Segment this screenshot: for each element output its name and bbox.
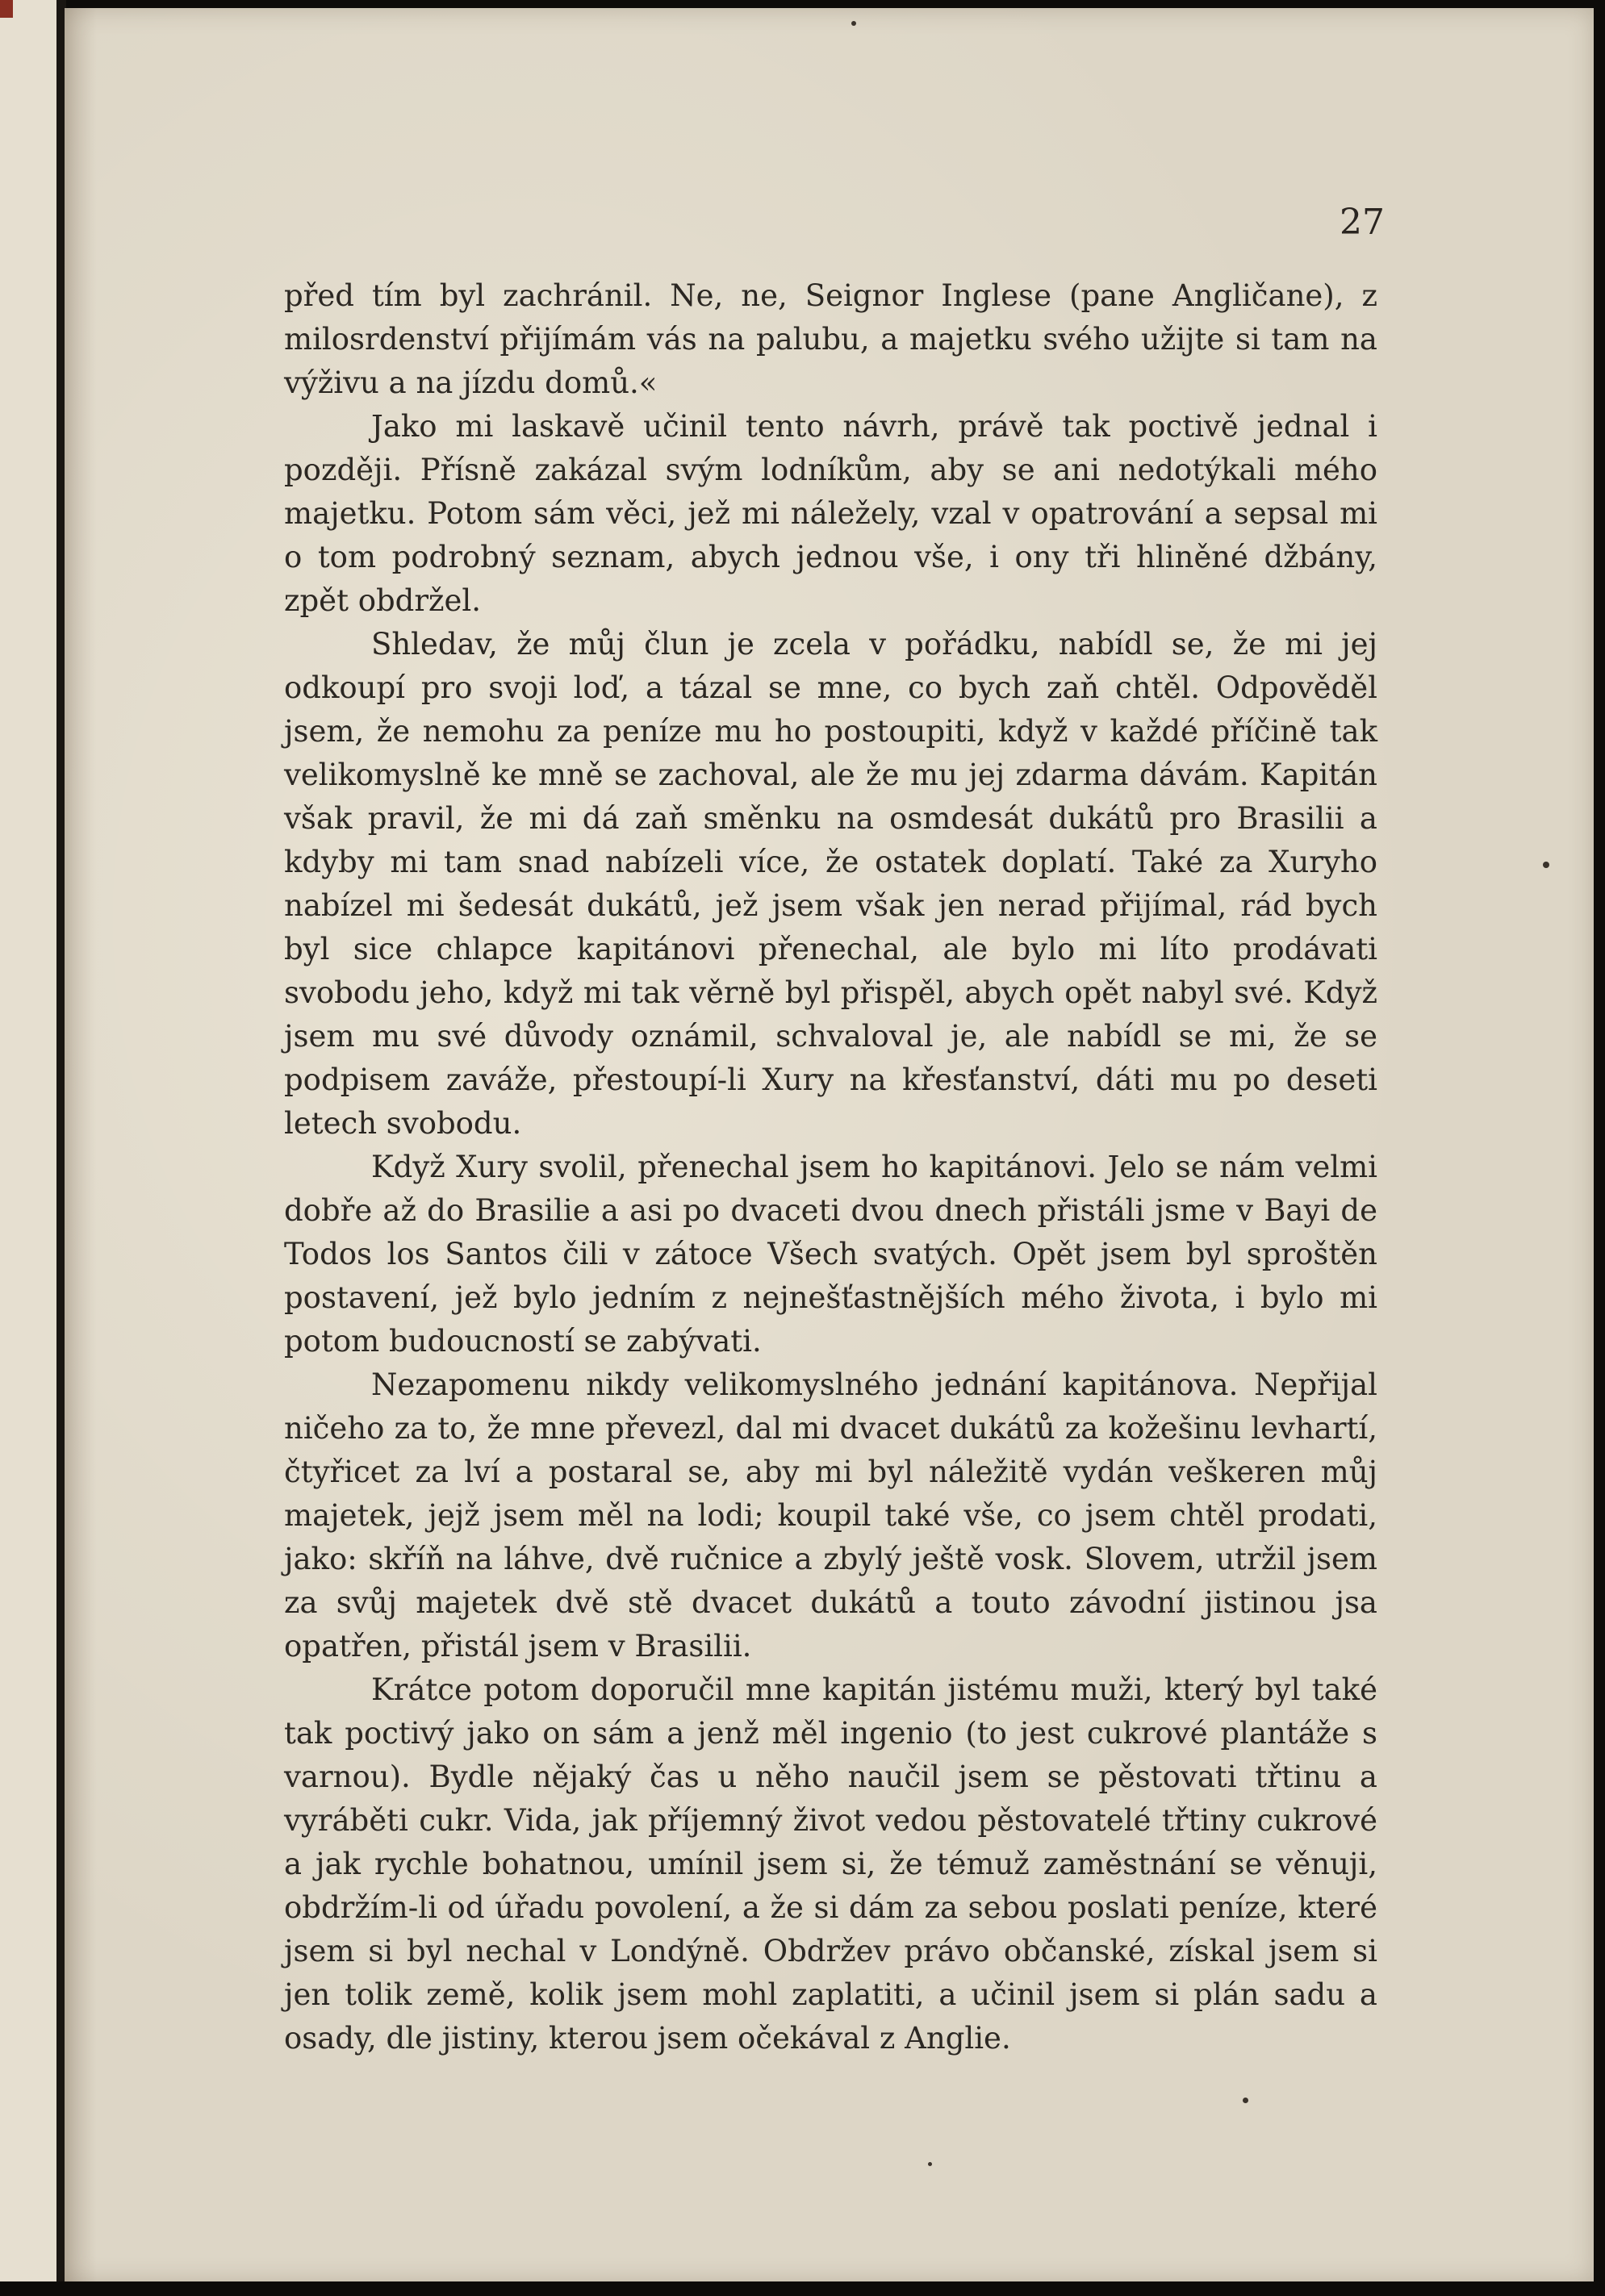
body-text: [284, 274, 1377, 2060]
paper-speck: [1543, 862, 1549, 868]
paper-speck: [928, 2162, 932, 2166]
page-number: 27: [1340, 202, 1385, 243]
page-gutter: [0, 0, 65, 2296]
scan-border: [0, 2281, 1605, 2296]
binding-mark: [0, 0, 13, 18]
paragraph: Když Xury svolil, přenechal jsem ho kapitánovi. Jelo se nám velmi dobře až do Brasilie a asi po dvaceti dvou dnech přistáli jsme v Bayi de Todos los Santos čili v zátoce Všech svatých. Opět jsem byl sproštěn postavení, jež bylo jedním z nejnešťastnějších mého života, i bylo mi potom budoucností se zabývati.: [284, 1150, 1377, 1359]
paragraph-continuation: před tím byl zachránil. Ne, ne, Seignor Inglese (pane Angličane), z milosrdenství přijímám vás na palubu, a majetku svého užijte si tam na výživu a na jízdu domů.«: [284, 278, 1377, 400]
paragraph: Shledav, že můj člun je zcela v pořádku, nabídl se, že mi jej odkoupí pro svoji loď, a tázal se mne, co bych zaň chtěl. Odpověděl jsem, že nemohu za peníze mu ho postoupiti, když v každé příčině tak velikomyslně ke mně se zachoval, ale že mu jej zdarma dávám. Kapitán však pravil, že mi dá zaň směnku na osmdesát dukátů pro Brasilii a kdyby mi tam snad nabízeli více, že ostatek doplatí. Také za Xuryho nabízel mi šedesát dukátů, jež jsem však jen nerad přijímal, rád bych byl sice chlapce kapitánovi přenechal, ale bylo mi líto prodávati svobodu jeho, když mi tak věrně byl přispěl, abych opět nabyl své. Když jsem mu své důvody oznámil, schvaloval je, ale nabídl se mi, že se podpisem zaváže, přestoupí-li Xury na křesťanství, dáti mu po deseti letech svobodu.: [284, 627, 1377, 1141]
paper-speck: [851, 21, 856, 26]
paragraph: Jako mi laskavě učinil tento návrh, právě tak poctivě jednal i později. Přísně zakázal svým lodníkům, aby se ani nedotýkali mého majetku. Potom sám věci, jež mi náležely, vzal v opatrování a sepsal mi o tom podrobný seznam, abych jednou vše, i ony tři hliněné džbány, zpět obdržel.: [284, 409, 1377, 618]
paragraph: Nezapomenu nikdy velikomyslného jednání kapitánova. Nepřijal ničeho za to, že mne převezl, dal mi dvacet dukátů za kožešinu levhartí, čtyřicet za lví a postaral se, aby mi byl náležitě vydán veškeren můj majetek, jejž jsem měl na lodi; koupil také vše, co jsem chtěl prodati, jako: skříň na láhve, dvě ručnice a zbylý ještě vosk. Slovem, utržil jsem za svůj majetek dvě stě dvacet dukátů a touto závodní jistinou jsa opatřen, přistál jsem v Brasilii.: [284, 1367, 1377, 1664]
paper-speck: [1243, 2098, 1248, 2103]
paragraph: Krátce potom doporučil mne kapitán jistému muži, který byl také tak poctivý jako on sám a jenž měl ingenio (to jest cukrové plantáže s varnou). Bydle nějaký čas u něho naučil jsem se pěstovati třtinu a vyráběti cukr. Vida, jak příjemný život vedou pěstovatelé třtiny cukrové a jak rychle bohatnou, umínil jsem si, že témuž zaměstnání se věnuji, obdržím-li od úřadu povolení, a že si dám za sebou poslati peníze, které jsem si byl nechal v Londýně. Obdržev právo občanské, získal jsem si jen tolik země, kolik jsem mohl zaplatiti, a učinil jsem si plán sadu a osady, dle jistiny, kterou jsem očekával z Anglie.: [284, 1672, 1377, 2056]
